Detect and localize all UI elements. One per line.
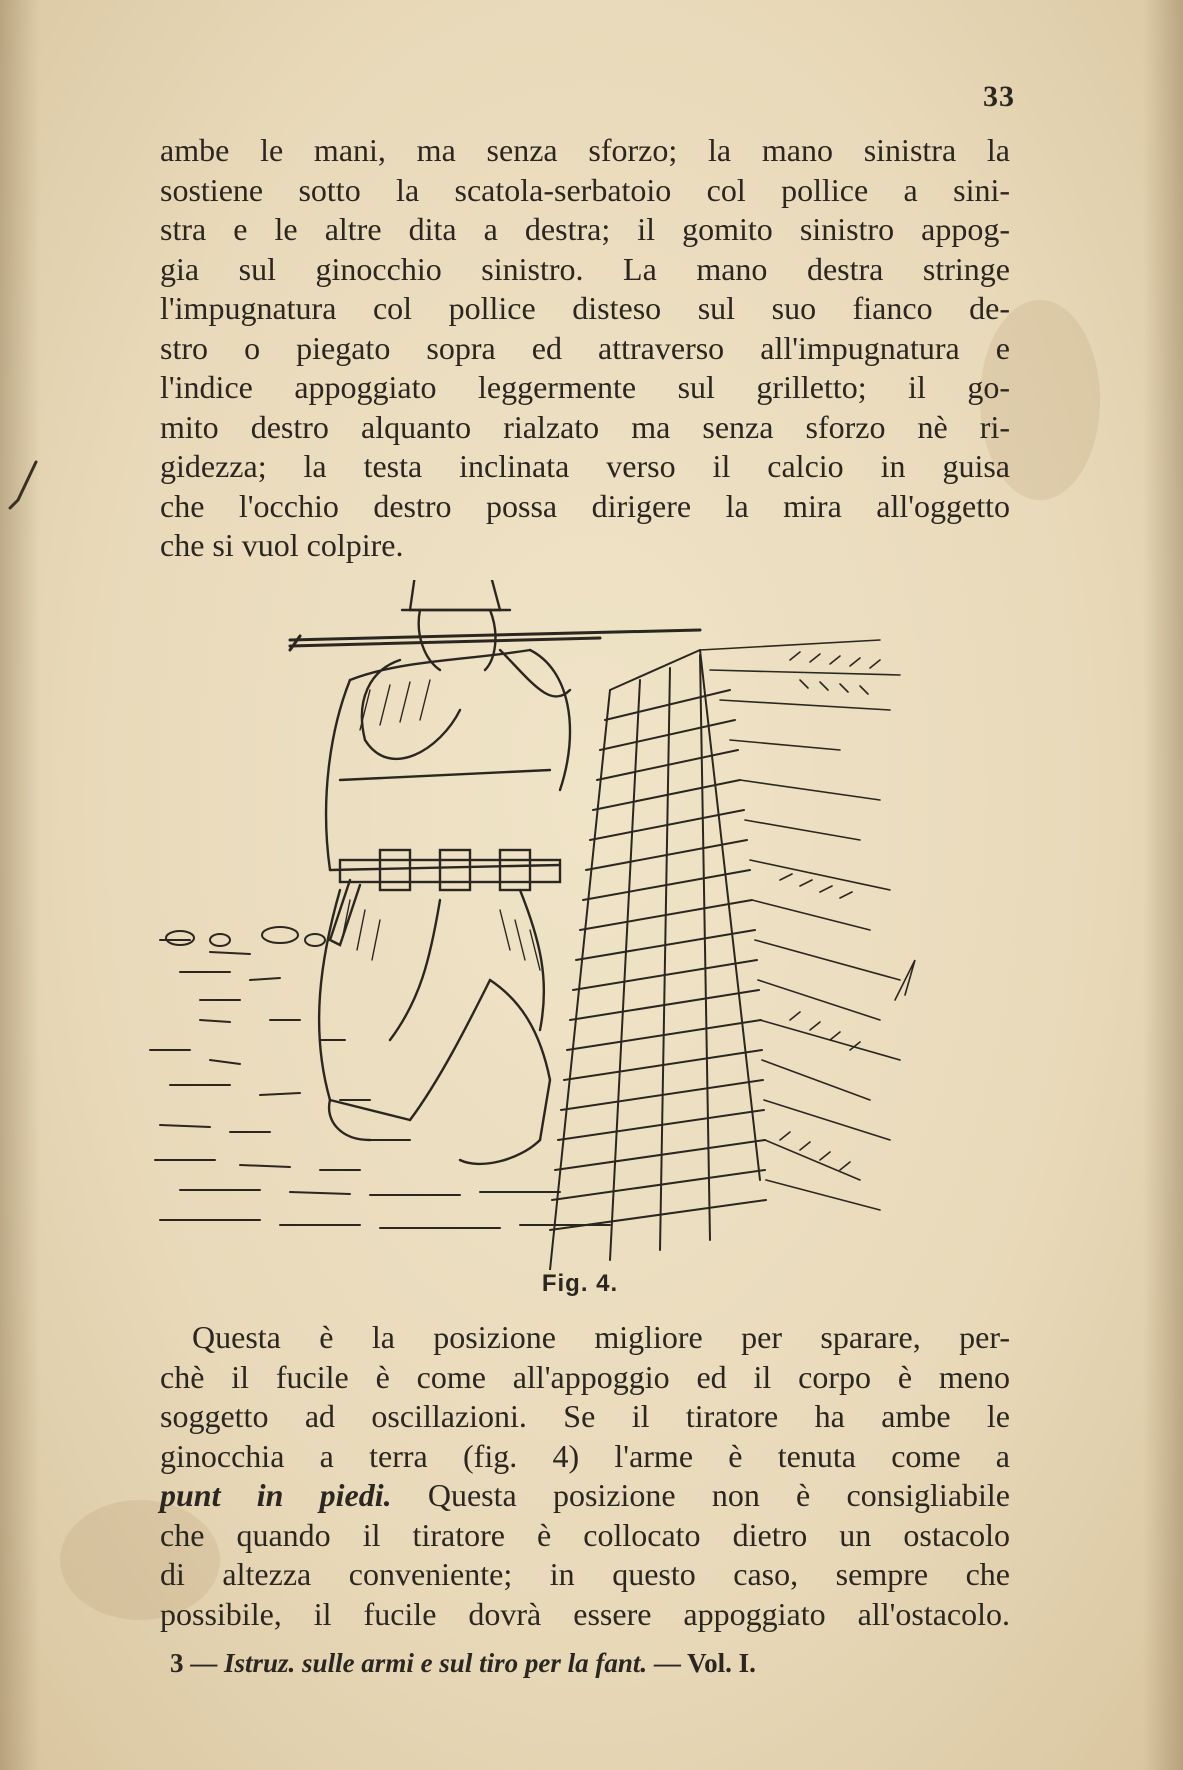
text-line: sostiene sotto la scatola-serbatoio col pollice a sini-	[160, 171, 1010, 208]
figure-kneeling-soldier	[140, 580, 1020, 1270]
text-line: gia sul ginocchio sinistro. La mano destra stringe	[160, 250, 1010, 287]
engraving-illustration	[140, 580, 1020, 1270]
fascine-wall	[550, 650, 766, 1270]
figure-caption: Fig. 4.	[541, 1270, 619, 1297]
text-fragment: Questa posizione non è consigliabile	[391, 1477, 1011, 1513]
text-line: mito destro alquanto rialzato ma senza sforzo nè ri-	[160, 408, 1010, 445]
text-line: stra e le altre dita a destra; il gomito sinistro appog-	[160, 211, 1010, 247]
footer-volume: — Vol. I.	[647, 1648, 756, 1678]
page-edge-shadow-left	[0, 0, 40, 1770]
ground-hatching	[150, 940, 610, 1228]
text-line: l'impugnatura col pollice disteso sul suo fianco de-	[160, 290, 1010, 326]
text-line: chè il fucile è come all'appoggio ed il corpo è meno	[160, 1358, 1010, 1395]
text-line: l'indice appoggiato leggermente sul grilletto; il go-	[160, 369, 1010, 405]
text-line: gidezza; la testa inclinata verso il calcio in guisa	[160, 448, 1010, 484]
paragraph-bottom	[160, 1318, 1010, 1634]
text-line: Questa è la posizione migliore per sparare, per-	[192, 1319, 1010, 1355]
text-line	[160, 1476, 1010, 1516]
page-edge-shadow-right	[1143, 0, 1183, 1770]
text-line: stro o piegato sopra ed attraverso all'impugnatura e	[160, 329, 1010, 366]
text-line: soggetto ad oscillazioni. Se il tiratore ha ambe le	[160, 1398, 1010, 1434]
text-line: ambe le mani, ma senza sforzo; la mano sinistra la	[160, 132, 1010, 168]
page-number: 33	[983, 80, 1015, 113]
text-line: che si vuol colpire.	[160, 527, 404, 563]
text-line: di altezza conveniente; in questo caso, sempre che	[160, 1556, 1010, 1592]
text-line: ginocchia a terra (fig. 4) l'arme è tenuta come a	[160, 1437, 1010, 1474]
ground-stones	[166, 927, 325, 946]
paragraph-top	[160, 131, 1010, 566]
text-line: che quando il tiratore è collocato dietro un ostacolo	[160, 1516, 1010, 1553]
text-line: che l'occhio destro possa dirigere la mira all'oggetto	[160, 487, 1010, 524]
page-footer-signature	[170, 1648, 960, 1679]
footer-sheet-number: 3 —	[170, 1648, 224, 1678]
text-line: possibile, il fucile dovrà essere appoggiato all'ostacolo.	[160, 1595, 1010, 1632]
italic-phrase: punt in piedi.	[160, 1477, 392, 1513]
soldier	[319, 580, 570, 1164]
margin-pen-mark	[6, 460, 46, 520]
footer-book-title: Istruz. sulle armi e sul tiro per la fant.	[224, 1648, 648, 1678]
brush-twigs	[700, 640, 915, 1210]
